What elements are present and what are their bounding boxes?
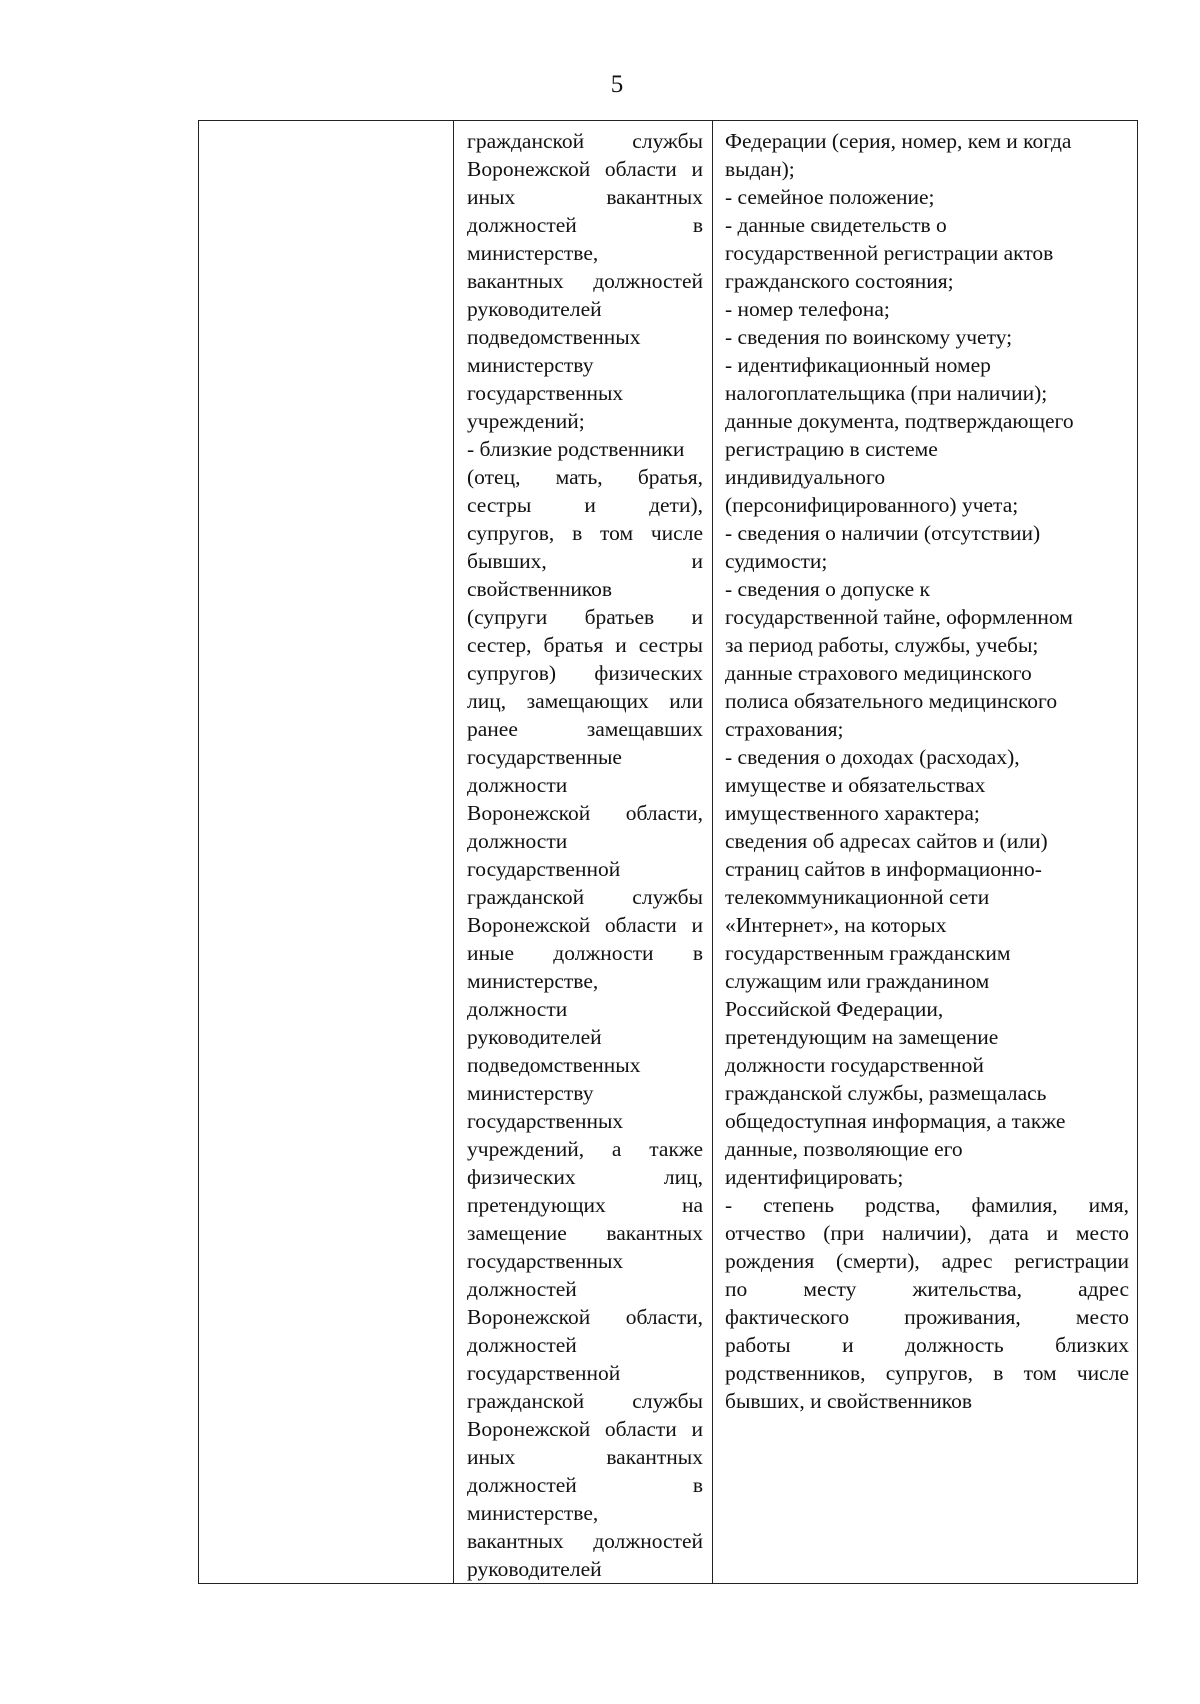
text-line: имуществе и обязательствах <box>725 773 986 797</box>
text-line: (персонифицированного) учета; <box>725 493 1019 517</box>
text-line: государственной <box>467 857 621 881</box>
text-line: Воронежской области, <box>467 1305 703 1329</box>
text-line: отчество (при наличии), дата и место <box>725 1221 1129 1245</box>
text-line: гражданской службы <box>467 129 703 153</box>
text-line: вакантных должностей <box>467 269 703 293</box>
text-line: государственные <box>467 745 622 769</box>
text-line: сестры и дети), <box>467 493 703 517</box>
column-divider <box>453 121 454 1583</box>
text-line: подведомственных <box>467 1053 641 1077</box>
text-line: сестер, братья и сестры <box>467 633 703 657</box>
text-line: министерстве, <box>467 1501 599 1525</box>
text-line: министерстве, <box>467 241 599 265</box>
text-line: иных вакантных <box>467 185 703 209</box>
text-line: физических лиц, <box>467 1165 703 1189</box>
text-line: гражданской службы <box>467 1389 703 1413</box>
text-line: гражданской службы, размещалась <box>725 1081 1047 1105</box>
text-line: министерству <box>467 1081 594 1105</box>
text-line: бывших, и <box>467 549 703 573</box>
text-line: должности <box>467 997 568 1021</box>
text-line: лиц, замещающих или <box>467 689 703 713</box>
text-line: имущественного характера; <box>725 801 980 825</box>
text-line: гражданской службы <box>467 885 703 909</box>
text-line: учреждений; <box>467 409 585 433</box>
text-line: - сведения по воинскому учету; <box>725 325 1013 349</box>
text-line: (отец, мать, братья, <box>467 465 703 489</box>
text-line: - сведения о доходах (расходах), <box>725 745 1020 769</box>
text-line: должности государственной <box>725 1053 984 1077</box>
text-line: бывших, и свойственников <box>725 1389 973 1413</box>
text-line: данные документа, подтверждающего <box>725 409 1074 433</box>
text-line: сведения об адресах сайтов и (или) <box>725 829 1048 853</box>
text-line: работы и должность близких <box>725 1333 1129 1357</box>
text-line: - номер телефона; <box>725 297 890 321</box>
text-line: полиса обязательного медицинского <box>725 689 1058 713</box>
middle-column <box>455 121 711 1583</box>
text-line: налогоплательщика (при наличии); <box>725 381 1048 405</box>
text-line: должности <box>467 829 568 853</box>
text-line: замещение вакантных <box>467 1221 703 1245</box>
text-line: руководителей <box>467 1025 602 1049</box>
text-line: фактического проживания, место <box>725 1305 1129 1329</box>
text-line: - близкие родственники <box>467 437 685 461</box>
text-line: страниц сайтов в информационно- <box>725 857 1042 881</box>
text-line: учреждений, а также <box>467 1137 703 1161</box>
text-line: вакантных должностей <box>467 1529 703 1553</box>
text-line: государственной тайне, оформленном <box>725 605 1073 629</box>
text-line: должностей <box>467 1333 577 1357</box>
text-line: иных вакантных <box>467 1445 703 1469</box>
text-line: служащим или гражданином <box>725 969 990 993</box>
text-line: руководителей <box>467 297 602 321</box>
text-line: за период работы, службы, учебы; <box>725 633 1039 657</box>
text-line: подведомственных <box>467 325 641 349</box>
text-line: данные, позволяющие его <box>725 1137 963 1161</box>
text-line: иные должности в <box>467 941 703 965</box>
text-line: государственной регистрации актов <box>725 241 1054 265</box>
text-line: - сведения о наличии (отсутствии) <box>725 521 1041 545</box>
text-line: регистрацию в системе <box>725 437 938 461</box>
text-line: Воронежской области, <box>467 801 703 825</box>
text-line: родственников, супругов, в том числе <box>725 1361 1129 1385</box>
text-line: Воронежской области и <box>467 157 703 181</box>
text-line: должностей в <box>467 213 703 237</box>
text-line: гражданского состояния; <box>725 269 954 293</box>
text-line: должностей в <box>467 1473 703 1497</box>
text-line: государственной <box>467 1361 621 1385</box>
text-line: данные страхового медицинского <box>725 661 1032 685</box>
text-line: - степень родства, фамилия, имя, <box>725 1193 1129 1217</box>
text-line: Воронежской области и <box>467 1417 703 1441</box>
text-line: страхования; <box>725 717 844 741</box>
text-line: министерству <box>467 353 594 377</box>
text-line: индивидуального <box>725 465 886 489</box>
text-line: министерстве, <box>467 969 599 993</box>
text-line: Федерации (серия, номер, кем и когда <box>725 129 1072 153</box>
text-line: - семейное положение; <box>725 185 935 209</box>
text-line: - идентификационный номер <box>725 353 991 377</box>
text-line: - сведения о допуске к <box>725 577 931 601</box>
text-line: государственных <box>467 1109 624 1133</box>
text-line: государственным гражданским <box>725 941 1011 965</box>
text-line: выдан); <box>725 157 795 181</box>
text-line: судимости; <box>725 549 828 573</box>
text-line: супругов, в том числе <box>467 521 703 545</box>
text-line: (супруги братьев и <box>467 605 703 629</box>
text-line: претендующим на замещение <box>725 1025 999 1049</box>
text-line: супругов) физических <box>467 661 703 685</box>
column-divider <box>712 121 713 1583</box>
text-line: рождения (смерти), адрес регистрации <box>725 1249 1129 1273</box>
text-line: Воронежской области и <box>467 913 703 937</box>
text-line: общедоступная информация, а также <box>725 1109 1066 1133</box>
text-line: «Интернет», на которых <box>725 913 947 937</box>
text-line: руководителей <box>467 1557 602 1581</box>
text-line: Российской Федерации, <box>725 997 944 1021</box>
text-line: претендующих на <box>467 1193 703 1217</box>
text-line: должностей <box>467 1277 577 1301</box>
page-number: 5 <box>610 71 624 98</box>
text-line: государственных <box>467 381 624 405</box>
text-line: - данные свидетельств о <box>725 213 947 237</box>
text-line: телекоммуникационной сети <box>725 885 990 909</box>
text-line: свойственников <box>467 577 613 601</box>
right-column <box>715 121 1137 1583</box>
document-table <box>198 120 1138 1584</box>
text-line: должности <box>467 773 568 797</box>
text-line: государственных <box>467 1249 624 1273</box>
text-line: идентифицировать; <box>725 1165 904 1189</box>
text-line: по месту жительства, адрес <box>725 1277 1129 1301</box>
text-line: ранее замещавших <box>467 717 703 741</box>
